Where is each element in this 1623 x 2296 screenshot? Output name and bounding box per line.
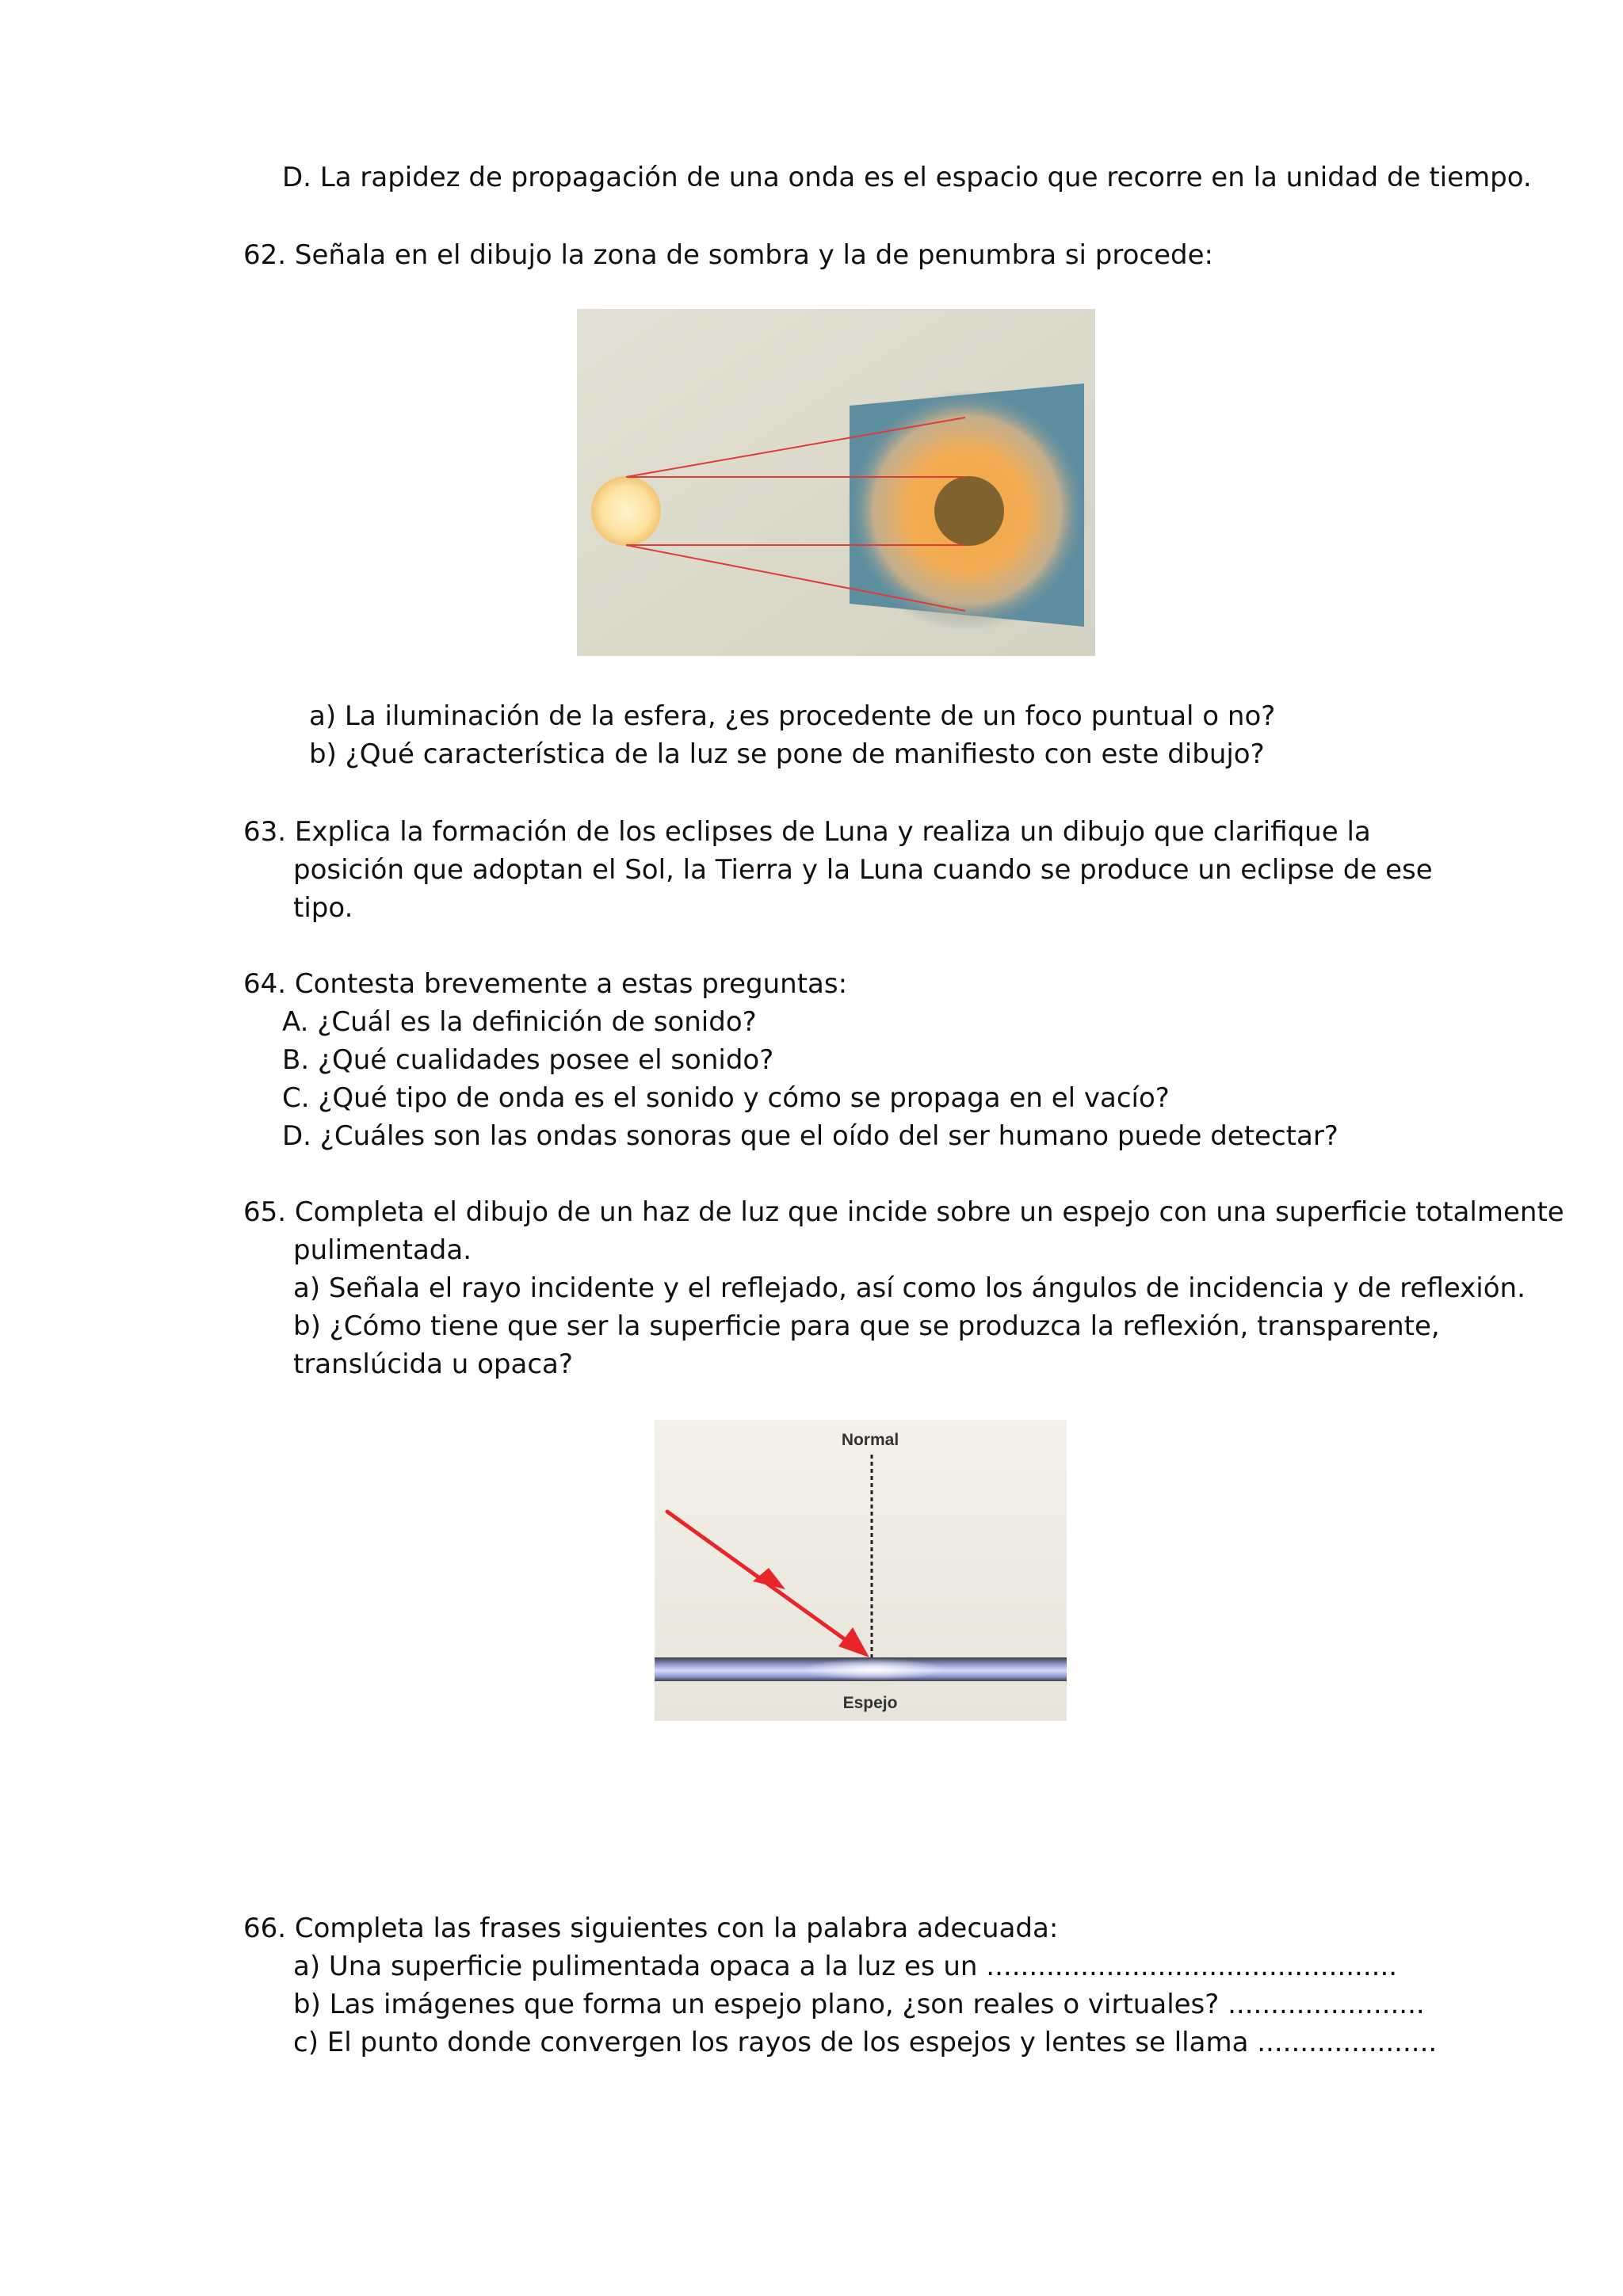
mirror-label: Espejo xyxy=(842,1694,898,1712)
q64-prompt: 64. Contesta brevemente a estas preguntas: xyxy=(243,968,848,1000)
q66-question-b: b) Las imágenes que forma un espejo plano, ¿son reales o virtuales? ....................... xyxy=(293,1989,1425,2020)
q66-prompt: 66. Completa las frases siguientes con la palabra adecuada: xyxy=(243,1913,1059,1944)
light-source-sphere xyxy=(591,476,661,546)
q65-line-1: 65. Completa el dibujo de un haz de luz que incide sobre un espejo con una superficie totalmente xyxy=(243,1196,1564,1228)
q65-question-b-line-2: translúcida u opaca? xyxy=(293,1348,573,1380)
q64-question-c: C. ¿Qué tipo de onda es el sonido y cómo se propaga en el vacío? xyxy=(282,1082,1170,1114)
q63-line-3: tipo. xyxy=(293,892,353,924)
q65-line-2: pulimentada. xyxy=(293,1234,472,1266)
normal-label: Normal xyxy=(841,1431,899,1449)
q62-question-a: a) La iluminación de la esfera, ¿es procedente de un foco puntual o no? xyxy=(309,700,1276,732)
q61-option-d: D. La rapidez de propagación de una onda es el espacio que recorre en la unidad de tiempo. xyxy=(282,162,1532,193)
q63-line-2: posición que adoptan el Sol, la Tierra y la Luna cuando se produce un eclipse de ese xyxy=(293,854,1433,886)
q62-prompt: 62. Señala en el dibujo la zona de sombra y la de penumbra si procede: xyxy=(243,239,1213,271)
q62-question-b: b) ¿Qué característica de la luz se pone de manifiesto con este dibujo? xyxy=(309,738,1265,770)
q64-question-a: A. ¿Cuál es la definición de sonido? xyxy=(282,1006,757,1038)
q63-line-1: 63. Explica la formación de los eclipses de Luna y realiza un dibujo que clarifique la xyxy=(243,816,1371,848)
mirror-reflection-figure xyxy=(655,1420,1067,1721)
q66-question-a: a) Una superficie pulimentada opaca a la luz es un ................................................ xyxy=(293,1951,1398,1982)
q66-question-c: c) El punto donde convergen los rayos de los espejos y lentes se llama ..................... xyxy=(293,2027,1438,2058)
q65-question-b-line-1: b) ¿Cómo tiene que ser la superficie para que se produzca la reflexión, transparente, xyxy=(293,1310,1440,1342)
q64-question-d: D. ¿Cuáles son las ondas sonoras que el oído del ser humano puede detectar? xyxy=(282,1120,1338,1152)
q64-question-b: B. ¿Qué cualidades posee el sonido? xyxy=(282,1044,774,1076)
shadow-penumbra-figure xyxy=(577,309,1095,656)
umbra-zone xyxy=(934,476,1004,546)
q65-question-a: a) Señala el rayo incidente y el reflejado, así como los ángulos de incidencia y de reflexión. xyxy=(293,1272,1526,1304)
